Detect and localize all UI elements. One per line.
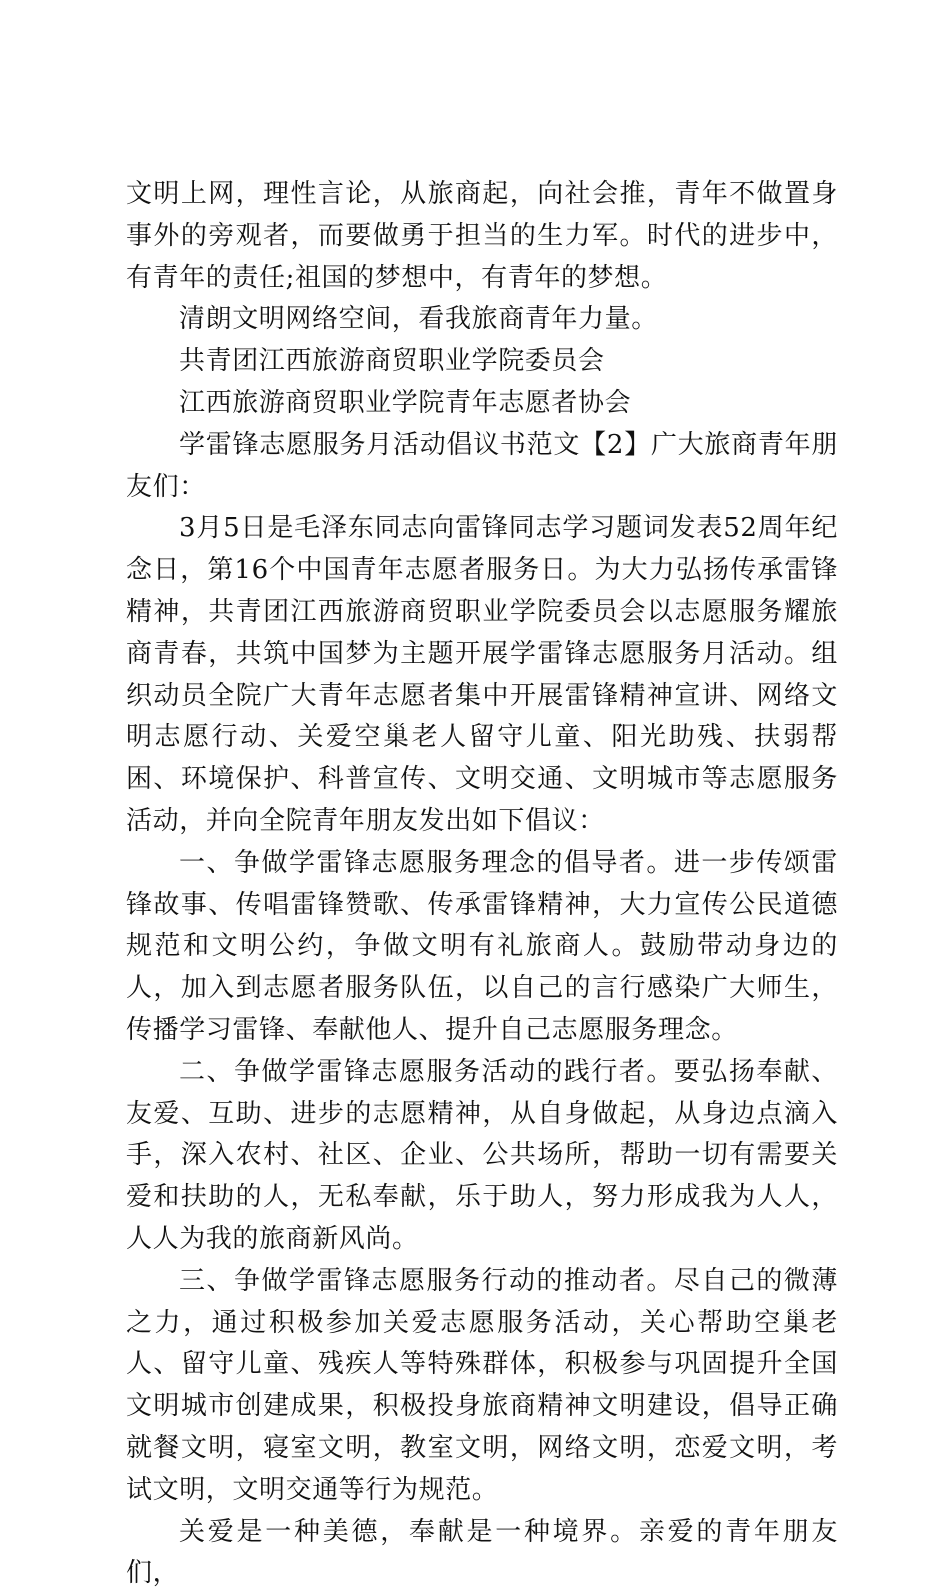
section-heading-greeting: 学雷锋志愿服务月活动倡议书范文【2】广大旅商青年朋友们： (126, 425, 838, 509)
signature-committee: 共青团江西旅游商贸职业学院委员会 (126, 341, 838, 383)
paragraph-initiative-one: 一、争做学雷锋志愿服务理念的倡导者。进一步传颂雷锋故事、传唱雷锋赞歌、传承雷锋精神，大力宣传公民道德规范和文明公约，争做文明有礼旅商人。鼓励带动身边的人，加入到志愿者服务队伍，以自己的言行感染广大师生，传播学习雷锋、奉献他人、提升自己志愿服务理念。 (126, 843, 838, 1052)
paragraph-initiative-three: 三、争做学雷锋志愿服务行动的推动者。尽自己的微薄之力，通过积极参加关爱志愿服务活动，关心帮助空巢老人、留守儿童、残疾人等特殊群体，积极参与巩固提升全国文明城市创建成果，积极投身旅商精神文明建设，倡导正确就餐文明，寝室文明，教室文明，网络文明，恋爱文明，考试文明，文明交通等行为规范。 (126, 1261, 838, 1512)
document-body (126, 174, 838, 1595)
paragraph-introduction: 3月5日是毛泽东同志向雷锋同志学习题词发表52周年纪念日，第16个中国青年志愿者服务日。为大力弘扬传承雷锋精神，共青团江西旅游商贸职业学院委员会以志愿服务耀旅商青春，共筑中国梦为主题开展学雷锋志愿服务月活动。组织动员全院广大青年志愿者集中开展雷锋精神宣讲、网络文明志愿行动、关爱空巢老人留守儿童、阳光助残、扶弱帮困、环境保护、科普宣传、文明交通、文明城市等志愿服务活动，并向全院青年朋友发出如下倡议： (126, 508, 838, 842)
signature-volunteer-association: 江西旅游商贸职业学院青年志愿者协会 (126, 383, 838, 425)
paragraph-conclusion: 关爱是一种美德，奉献是一种境界。亲爱的青年朋友们， (126, 1512, 838, 1595)
paragraph-slogan: 清朗文明网络空间，看我旅商青年力量。 (126, 299, 838, 341)
paragraph-closing-remarks: 文明上网，理性言论，从旅商起，向社会推，青年不做置身事外的旁观者，而要做勇于担当的生力军。时代的进步中，有青年的责任;祖国的梦想中，有青年的梦想。 (126, 174, 838, 299)
paragraph-initiative-two: 二、争做学雷锋志愿服务活动的践行者。要弘扬奉献、友爱、互助、进步的志愿精神，从自身做起，从身边点滴入手，深入农村、社区、企业、公共场所，帮助一切有需要关爱和扶助的人，无私奉献，乐于助人，努力形成我为人人，人人为我的旅商新风尚。 (126, 1052, 838, 1261)
